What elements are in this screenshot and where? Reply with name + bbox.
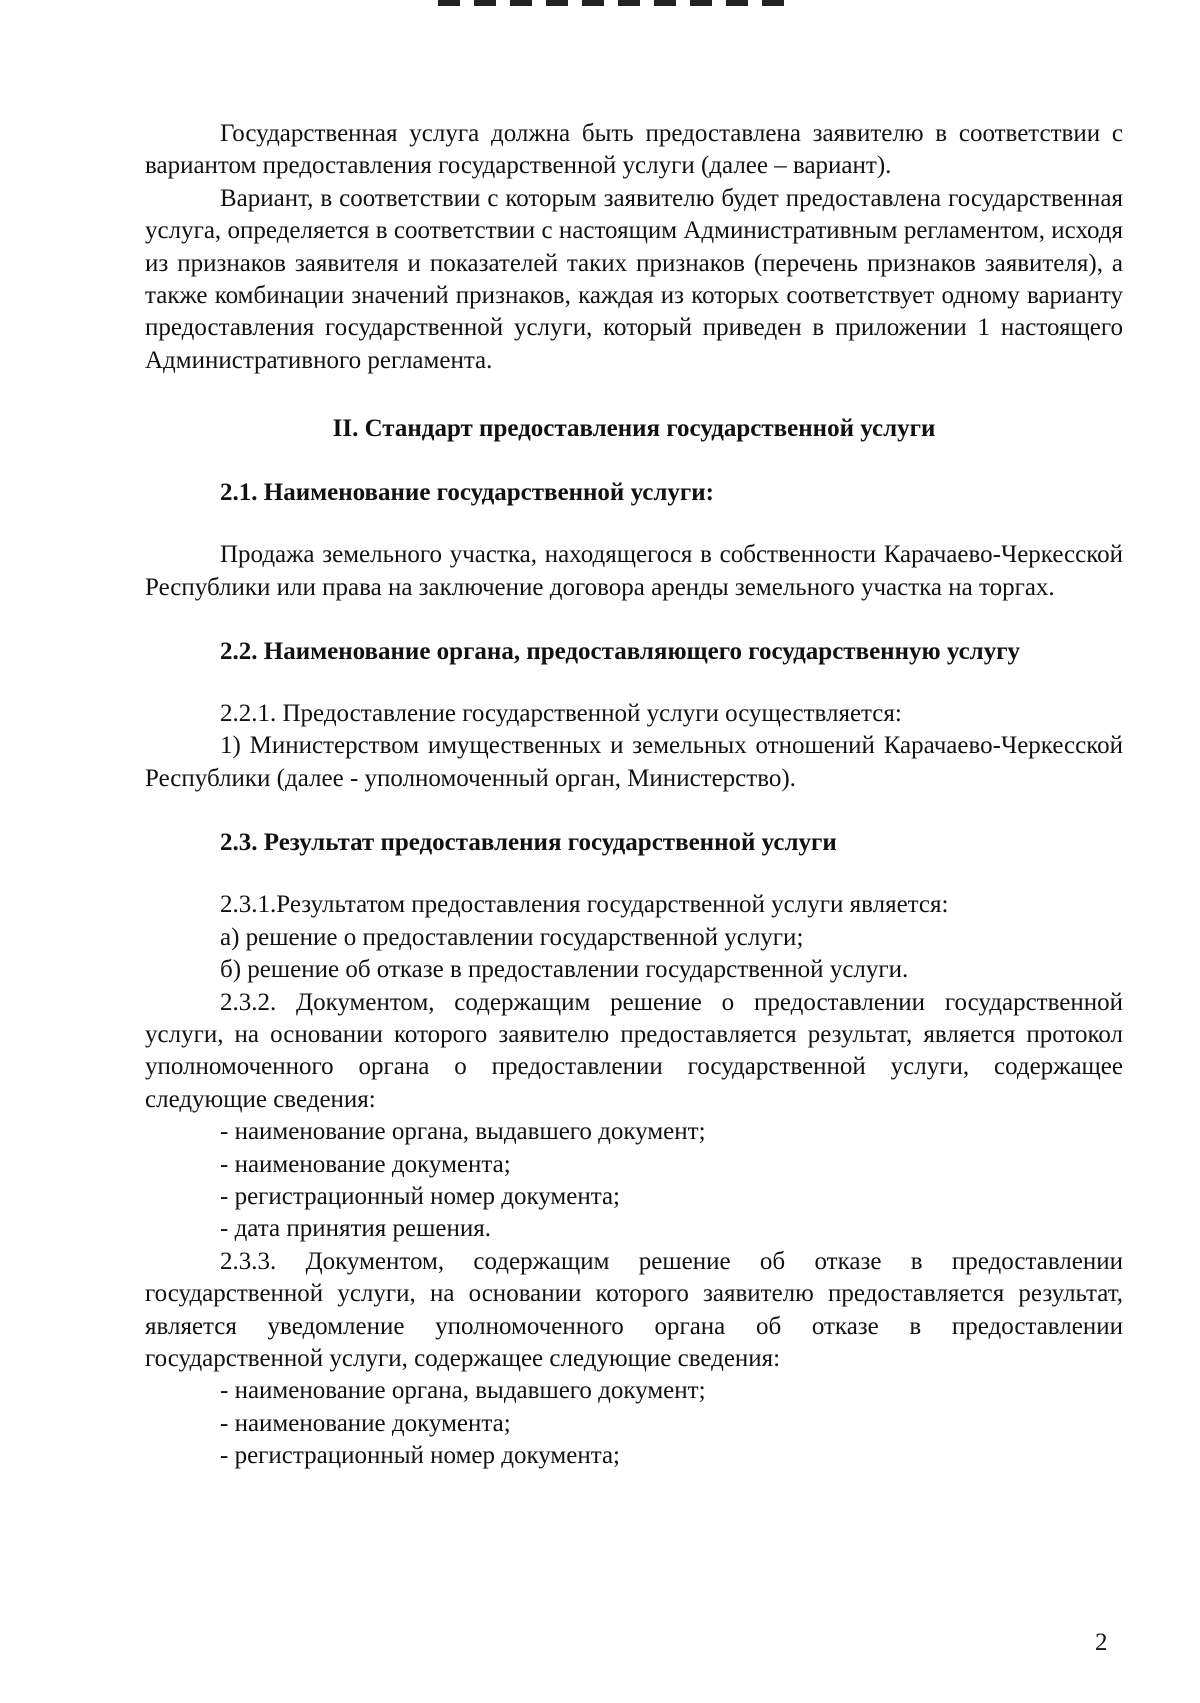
paragraph-2-3-3: 2.3.3. Документом, содержащим решение об отказе в предоставлении государственной услуги, на основании которого заявителю предоставляется результат, является уведомление уполномоченного органа об отказе в предоставлении государственной услуги, содержащее следующие сведения: (145, 1247, 1123, 1372)
result-item-b: б) решение об отказе в предоставлении государственной услуги. (220, 956, 909, 984)
list-item: - регистрационный номер документа; (220, 1182, 620, 1210)
subsection-heading-2-3: 2.3. Результат предоставления государственной услуги (220, 829, 837, 857)
list-item: - наименование документа; (220, 1409, 511, 1437)
header-mark (474, 0, 496, 6)
header-mark (510, 0, 532, 6)
page-number: 2 (1095, 1629, 1108, 1656)
document-body (145, 118, 1123, 1473)
subsection-heading-2-2: 2.2. Наименование органа, предоставляющего государственную услугу (220, 638, 1021, 666)
result-item-a: а) решение о предоставлении государственной услуги; (220, 923, 804, 951)
header-mark (690, 0, 712, 6)
header-mark (438, 0, 460, 6)
intro-paragraph-variant-definition: Вариант, в соответствии с которым заявителю будет предоставлена государственная услуга, определяется в соответствии с настоящим Административным регламентом, исходя из признаков заявителя и показателей таких признаков (перечень признаков заявителя), а также комбинации значений признаков, каждая из которых соответствует одному варианту предоставления государственной услуги, который приведен в приложении 1 настоящего Административного регламента. (145, 184, 1123, 374)
cropped-header-marks (438, 0, 818, 6)
list-item: - регистрационный номер документа; (220, 1442, 620, 1470)
list-item: - наименование органа, выдавшего документ; (220, 1118, 706, 1146)
list-item: - дата принятия решения. (220, 1215, 491, 1243)
header-mark (654, 0, 676, 6)
paragraph-2-2-1: 2.2.1. Предоставление государственной услуги осуществляется: (220, 700, 902, 728)
subsection-heading-2-1: 2.1. Наименование государственной услуги: (220, 479, 715, 507)
list-item: - наименование органа, выдавшего документ; (220, 1377, 706, 1405)
intro-paragraph-variant: Государственная услуга должна быть предоставлена заявителю в соответствии с вариантом предоставления государственной услуги (далее – вариант). (145, 120, 1123, 180)
paragraph-2-3-1: 2.3.1.Результатом предоставления государственной услуги является: (220, 891, 949, 919)
header-mark (726, 0, 748, 6)
list-item: - наименование документа; (220, 1150, 511, 1178)
paragraph-ministry: 1) Министерством имущественных и земельных отношений Карачаево-Черкесской Республики (далее - уполномоченный орган, Министерство). (145, 732, 1123, 792)
service-name-paragraph: Продажа земельного участка, находящегося в собственности Карачаево-Черкесской Республики или права на заключение договора аренды земельного участка на торгах. (145, 541, 1123, 601)
header-mark (582, 0, 604, 6)
header-mark (762, 0, 784, 6)
header-mark (546, 0, 568, 6)
section-title: II. Стандарт предоставления государственной услуги (332, 415, 936, 443)
header-mark (618, 0, 640, 6)
paragraph-2-3-2: 2.3.2. Документом, содержащим решение о предоставлении государственной услуги, на основании которого заявителю предоставляется результат, является протокол уполномоченного органа о предоставлении государственной услуги, содержащее следующие сведения: (145, 988, 1123, 1113)
